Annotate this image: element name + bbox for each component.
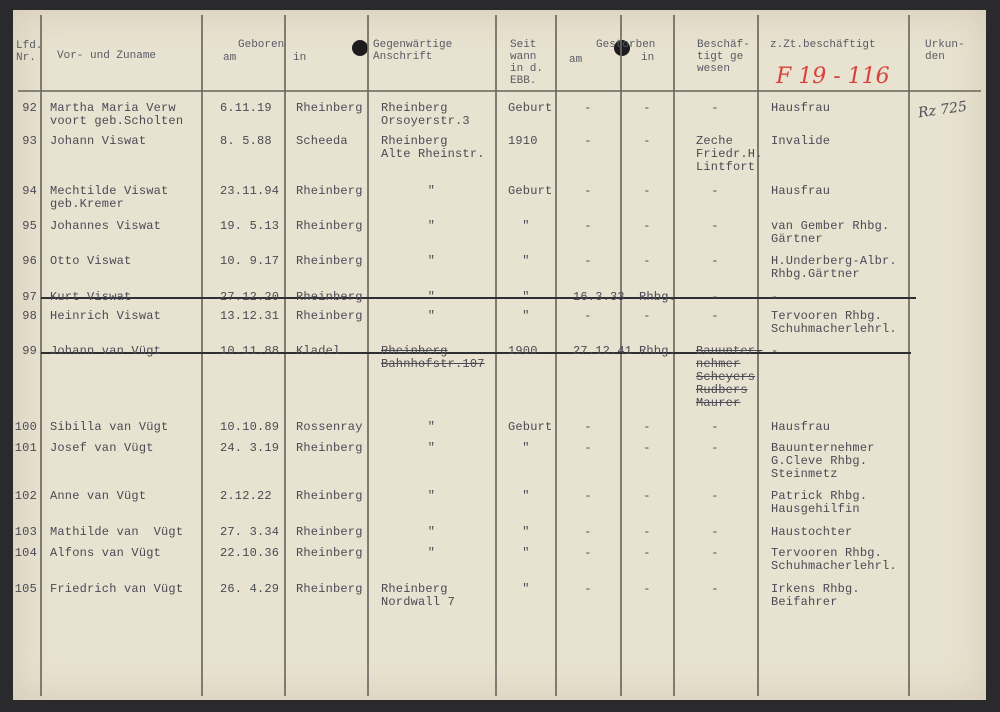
cell-in: Rheinberg xyxy=(296,525,363,539)
cell-since: " xyxy=(522,582,530,596)
cell-d-in: - xyxy=(643,582,651,596)
cell-name: Alfons van Vügt xyxy=(50,546,162,560)
cell-since: " xyxy=(522,309,530,323)
cell-nr: 103 xyxy=(14,525,37,539)
cell-addr: Rheinberg Nordwall 7 xyxy=(381,582,456,609)
cell-cur: Irkens Rhbg. Beifahrer xyxy=(771,582,860,609)
header-died-in: in xyxy=(641,52,655,64)
cell-am: 27.12.20 xyxy=(220,290,280,304)
cell-name: Friedrich van Vügt xyxy=(50,582,184,596)
cell-d-in: - xyxy=(643,309,651,323)
cell-nr: 96 xyxy=(22,254,37,268)
cell-addr: Rheinberg Orsoyerstr.3 xyxy=(381,101,470,128)
cell-cur: - xyxy=(771,290,779,304)
cell-emp: - xyxy=(711,420,719,434)
cell-addr: " xyxy=(427,290,436,304)
cell-name: Johann Viswat xyxy=(50,134,147,148)
header-lfd: Lfd. Nr. xyxy=(16,40,43,64)
cell-in: Rheinberg xyxy=(296,254,363,268)
cell-nr: 105 xyxy=(14,582,37,596)
cell-name: Mathilde van Vügt xyxy=(50,525,184,539)
cell-nr: 101 xyxy=(14,441,37,455)
cell-in: Rheinberg xyxy=(296,290,363,304)
cell-emp: - xyxy=(711,546,719,560)
cell-addr: Rheinberg Bahnhofstr.107 xyxy=(381,344,485,371)
cell-cur: Haustochter xyxy=(771,525,853,539)
cell-in: Rheinberg xyxy=(296,582,363,596)
cell-in: Rheinberg xyxy=(296,101,363,115)
cell-cur: - xyxy=(771,344,779,358)
cell-am: 10. 9.17 xyxy=(220,254,280,268)
cell-d-am: 27.12.41 xyxy=(573,344,633,358)
header-address: Gegenwärtige Anschrift xyxy=(373,39,453,63)
header-employed: Beschäf- tigt ge wesen xyxy=(697,39,750,75)
cell-name: Martha Maria Verw voort geb.Scholten xyxy=(50,101,184,128)
cell-in: Rheinberg xyxy=(296,309,363,323)
cell-addr: " xyxy=(427,184,436,198)
cell-since: " xyxy=(522,489,530,503)
cell-emp: - xyxy=(711,184,719,198)
red-file-reference: F 19 - 116 xyxy=(776,64,890,89)
punch-hole-left xyxy=(352,40,368,56)
cell-nr: 98 xyxy=(22,309,37,323)
cell-d-am: - xyxy=(584,420,592,434)
cell-d-in: - xyxy=(643,546,651,560)
cell-am: 23.11.94 xyxy=(220,184,280,198)
header-born-am: am xyxy=(223,52,237,64)
header-since: Seit wann in d. EBB. xyxy=(510,39,544,87)
cell-since: " xyxy=(522,525,530,539)
cell-name: Otto Viswat xyxy=(50,254,132,268)
cell-name: Josef van Vügt xyxy=(50,441,154,455)
column-divider xyxy=(40,15,42,696)
cell-in: Rossenray xyxy=(296,420,363,434)
cell-in: Rheinberg xyxy=(296,441,363,455)
cell-am: 19. 5.13 xyxy=(220,219,280,233)
cell-cur: van Gember Rhbg. Gärtner xyxy=(771,219,890,246)
cell-cur: H.Underberg-Albr. Rhbg.Gärtner xyxy=(771,254,897,281)
cell-since: 1900 xyxy=(508,344,538,358)
cell-am: 6.11.19 xyxy=(220,101,272,115)
cell-cur: Bauunternehmer G.Cleve Rhbg. Steinmetz xyxy=(771,441,875,481)
cell-in: Rheinberg xyxy=(296,489,363,503)
cell-emp: - xyxy=(711,254,719,268)
cell-addr: " xyxy=(427,254,436,268)
cell-d-in: - xyxy=(643,219,651,233)
cell-nr: 94 xyxy=(22,184,37,198)
cell-name: Johannes Viswat xyxy=(50,219,162,233)
cell-d-in: - xyxy=(643,101,651,115)
cell-d-in: - xyxy=(643,134,651,148)
cell-addr: " xyxy=(427,420,436,434)
cell-since: Geburt xyxy=(508,420,553,434)
register-card xyxy=(13,10,986,700)
cell-addr: " xyxy=(427,489,436,503)
cell-name: Mechtilde Viswat geb.Kremer xyxy=(50,184,169,211)
cell-nr: 95 xyxy=(22,219,37,233)
cell-since: " xyxy=(522,219,530,233)
cell-d-in: Rhbg. xyxy=(639,344,677,358)
cell-emp: - xyxy=(711,489,719,503)
cell-d-in: Rhbg. xyxy=(639,290,677,304)
cell-am: 22.10.36 xyxy=(220,546,280,560)
cell-addr: " xyxy=(427,309,436,323)
cell-emp: - xyxy=(711,219,719,233)
cell-since: " xyxy=(522,546,530,560)
cell-in: Scheeda xyxy=(296,134,348,148)
cell-addr: Rheinberg Alte Rheinstr. xyxy=(381,134,485,161)
cell-cur: Hausfrau xyxy=(771,420,831,434)
cell-emp: - xyxy=(711,290,719,304)
cell-nr: 100 xyxy=(14,420,37,434)
cell-nr: 99 xyxy=(22,344,37,358)
cell-d-am: - xyxy=(584,184,592,198)
cell-am: 24. 3.19 xyxy=(220,441,280,455)
column-divider xyxy=(201,15,203,696)
cell-name: Heinrich Viswat xyxy=(50,309,162,323)
cell-cur: Tervooren Rhbg. Schuhmacherlehrl. xyxy=(771,546,897,573)
cell-d-in: - xyxy=(643,420,651,434)
cell-addr: " xyxy=(427,525,436,539)
header-docs: Urkun- den xyxy=(925,39,965,63)
cell-d-am: - xyxy=(584,309,592,323)
cell-d-am: - xyxy=(584,219,592,233)
cell-d-in: - xyxy=(643,489,651,503)
cell-d-am: - xyxy=(584,525,592,539)
cell-cur: Patrick Rhbg. Hausgehilfin xyxy=(771,489,868,516)
cell-nr: 93 xyxy=(22,134,37,148)
cell-emp: - xyxy=(711,441,719,455)
cell-name: Sibilla van Vügt xyxy=(50,420,169,434)
cell-since: " xyxy=(522,441,530,455)
cell-in: Kladel xyxy=(296,344,341,358)
cell-am: 10.10.89 xyxy=(220,420,280,434)
cell-in: Rheinberg xyxy=(296,184,363,198)
cell-d-in: - xyxy=(643,254,651,268)
cell-am: 27. 3.34 xyxy=(220,525,280,539)
cell-name: Johann van Vügt xyxy=(50,344,162,358)
header-died-am: am xyxy=(569,54,583,66)
header-born: Geboren xyxy=(238,39,285,51)
cell-d-in: - xyxy=(643,184,651,198)
header-born-in: in xyxy=(293,52,307,64)
cell-d-am: - xyxy=(584,101,592,115)
cell-nr: 97 xyxy=(22,290,37,304)
cell-d-am: 16.3.33 xyxy=(573,290,625,304)
cell-cur: Invalide xyxy=(771,134,831,148)
cell-d-am: - xyxy=(584,546,592,560)
cell-d-in: - xyxy=(643,525,651,539)
cell-cur: Tervooren Rhbg. Schuhmacherlehrl. xyxy=(771,309,897,336)
cell-nr: 92 xyxy=(22,101,37,115)
column-divider xyxy=(908,15,910,696)
cell-d-am: - xyxy=(584,582,592,596)
cell-since: 1910 xyxy=(508,134,538,148)
header-currently: z.Zt.beschäftigt xyxy=(770,39,876,51)
cell-am: 26. 4.29 xyxy=(220,582,280,596)
cell-emp: - xyxy=(711,525,719,539)
cell-emp: Bauunter- nehmer Scheyers Rudbers Maurer xyxy=(696,344,763,410)
cell-since: " xyxy=(522,290,530,304)
column-divider xyxy=(367,15,369,696)
cell-cur: Hausfrau xyxy=(771,101,831,115)
cell-since: Geburt xyxy=(508,101,553,115)
cell-d-am: - xyxy=(584,134,592,148)
cell-emp: Zeche Friedr.H. Lintfort xyxy=(696,134,763,174)
cell-cur: Hausfrau xyxy=(771,184,831,198)
pencil-annotation: Rz 725 xyxy=(917,98,968,122)
cell-emp: - xyxy=(711,101,719,115)
cell-d-am: - xyxy=(584,489,592,503)
header-died: Gestorben xyxy=(596,39,656,51)
cell-name: Kurt Viswat xyxy=(50,290,132,304)
cell-am: 8. 5.88 xyxy=(220,134,272,148)
cell-emp: - xyxy=(711,582,719,596)
cell-d-am: - xyxy=(584,254,592,268)
cell-addr: " xyxy=(427,546,436,560)
cell-name: Anne van Vügt xyxy=(50,489,147,503)
cell-since: " xyxy=(522,254,530,268)
cell-am: 13.12.31 xyxy=(220,309,280,323)
header-divider xyxy=(18,90,981,92)
cell-emp: - xyxy=(711,309,719,323)
cell-addr: " xyxy=(427,441,436,455)
column-divider xyxy=(284,15,286,696)
header-name: Vor- und Zuname xyxy=(57,50,157,62)
cell-am: 2.12.22 xyxy=(220,489,272,503)
cell-d-am: - xyxy=(584,441,592,455)
cell-d-in: - xyxy=(643,441,651,455)
cell-am: 10.11.88 xyxy=(220,344,280,358)
cell-in: Rheinberg xyxy=(296,546,363,560)
cell-addr: " xyxy=(427,219,436,233)
cell-nr: 102 xyxy=(14,489,37,503)
cell-since: Geburt xyxy=(508,184,553,198)
cell-in: Rheinberg xyxy=(296,219,363,233)
cell-nr: 104 xyxy=(14,546,37,560)
